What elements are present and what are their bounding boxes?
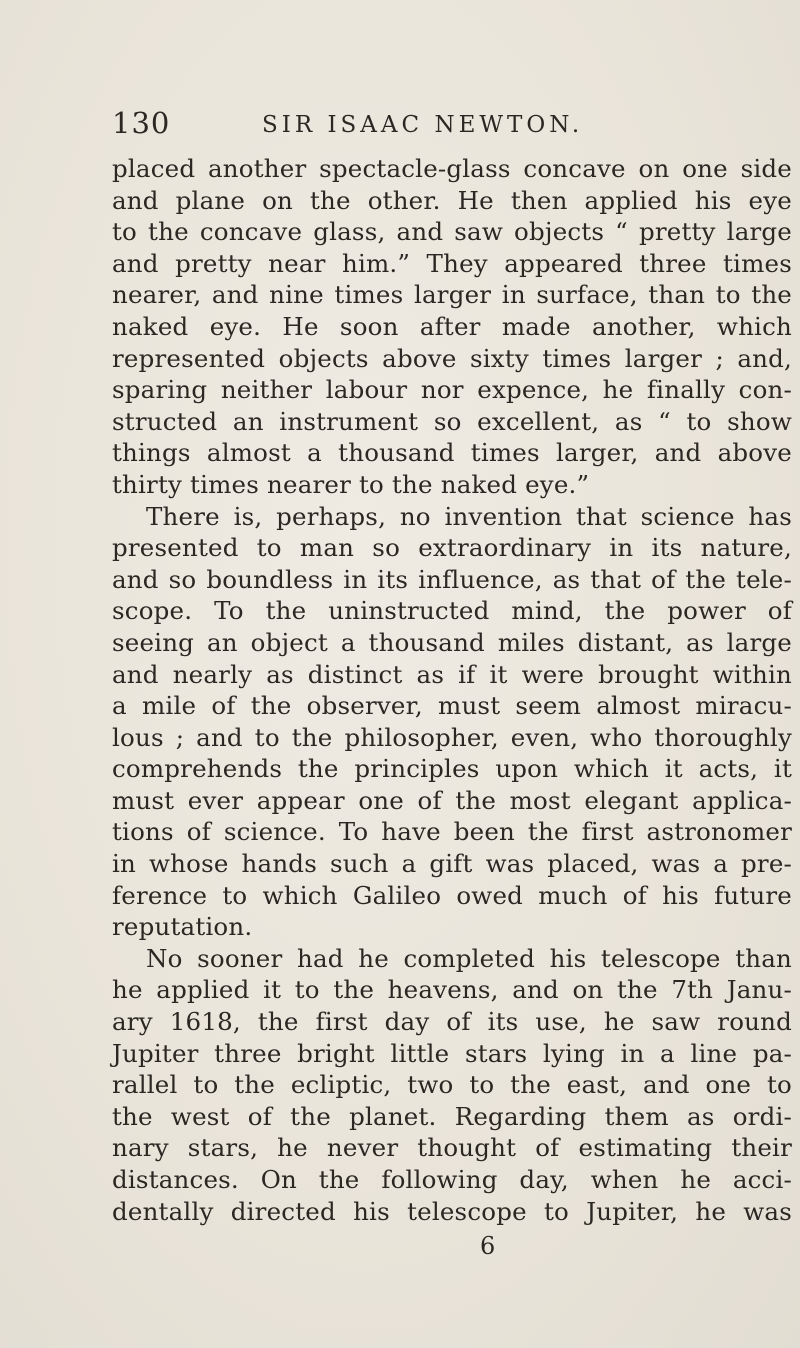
text-line: presented to man so extraordinary in its nature, [112,533,792,563]
text-line: ary 1618, the first day of its use, he saw round [112,1007,792,1037]
text-line: structed an instrument so excellent, as “ to show [112,406,792,436]
text-line: No sooner had he completed his telescope than [146,943,792,973]
text-line: dentally directed his telescope to Jupiter, he was [112,1196,792,1226]
text-line: ference to which Galileo owed much of his future [112,880,792,910]
text-line: to the concave glass, and saw objects “ pretty large [112,217,792,247]
text-line: nary stars, he never thought of estimating their [112,1133,792,1163]
text-line: There is, perhaps, no invention that science has [146,501,792,531]
text-line: comprehends the principles upon which it acts, it [112,754,792,784]
text-line: and nearly as distinct as if it were brought within [112,659,792,689]
text-line: naked eye. He soon after made another, which [112,311,792,341]
text-line: he applied it to the heavens, and on the 7th Janu- [112,975,792,1005]
text-line: thirty times nearer to the naked eye.” [112,469,590,499]
text-line: represented objects above sixty times larger ; and, [112,343,792,373]
text-line: in whose hands such a gift was placed, was a pre- [112,849,792,879]
text-line: seeing an object a thousand miles distant, as large [112,627,792,657]
text-line: tions of science. To have been the first astronomer [112,817,792,847]
text-line: the west of the planet. Regarding them as ordi- [112,1101,792,1131]
page-number: 130 [112,106,171,140]
text-line: must ever appear one of the most elegant applica- [112,785,792,815]
text-line: sparing neither labour nor expence, he finally con- [112,375,792,405]
signature-mark: 6 [480,1232,496,1260]
text-line: a mile of the observer, must seem almost miracu- [112,691,792,721]
text-line: Jupiter three bright little stars lying in a line pa- [112,1038,792,1068]
text-line: scope. To the uninstructed mind, the power of [112,596,792,626]
text-line: and so boundless in its influence, as that of the tele- [112,564,792,594]
text-line: nearer, and nine times larger in surface, than to the [112,280,792,310]
text-line: placed another spectacle-glass concave on one side [112,154,792,183]
running-head: SIR ISAAC NEWTON. [262,112,584,138]
text-line: things almost a thousand times larger, and above [112,438,792,468]
body-text [112,153,792,1227]
text-line: distances. On the following day, when he acci- [112,1165,792,1194]
text-line: lous ; and to the philosopher, even, who thoroughly [112,722,792,752]
text-line: reputation. [112,912,253,942]
page-header [112,106,732,146]
text-line: and plane on the other. He then applied his eye [112,185,792,215]
text-line: rallel to the ecliptic, two to the east, and one to [112,1070,792,1100]
text-line: and pretty near him.” They appeared three times [112,248,792,278]
